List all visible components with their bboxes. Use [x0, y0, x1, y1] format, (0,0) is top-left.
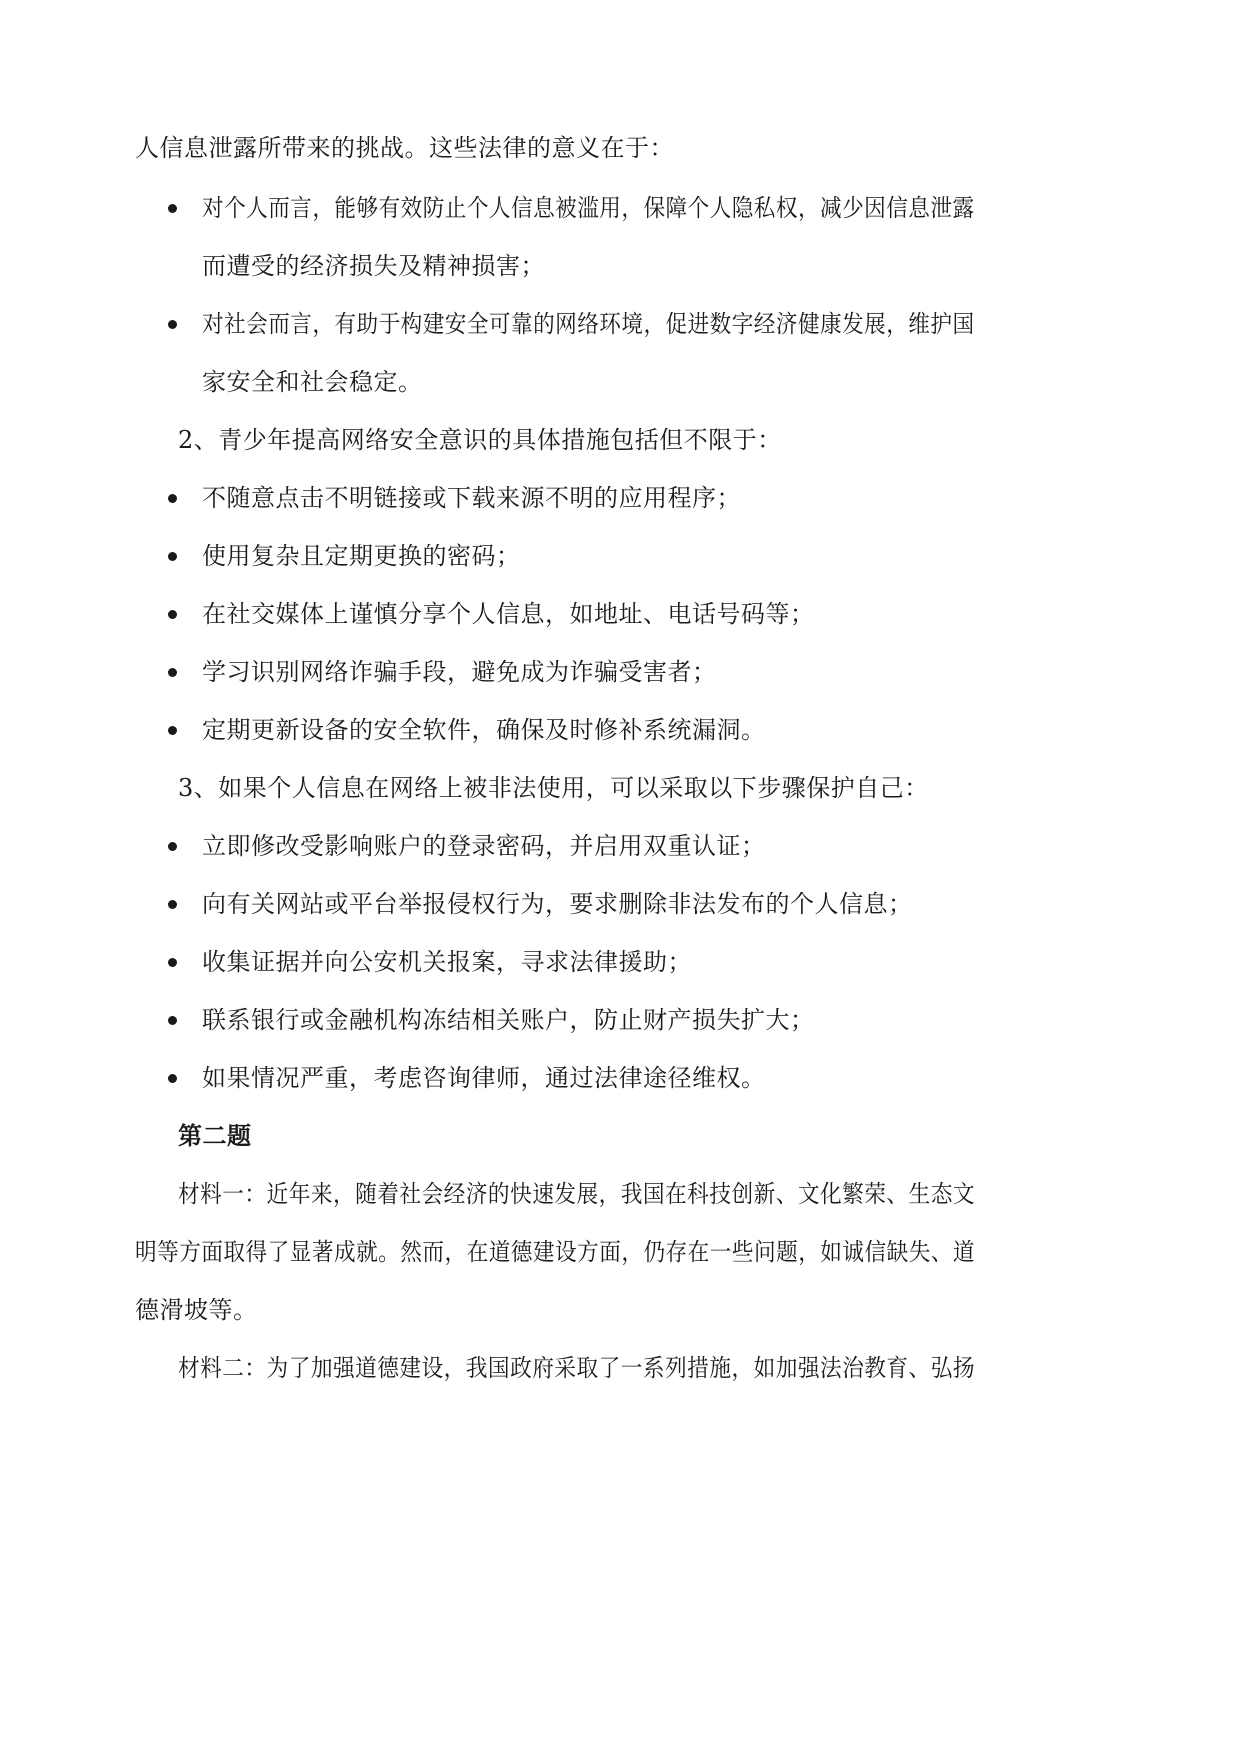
intro-tail-text: 人信息泄露所带来的挑战。这些法律的意义在于： [135, 134, 674, 162]
section3-item-3: 收集证据并向公安机关报案，寻求法律援助； [202, 948, 692, 976]
section2-item-5: 定期更新设备的安全软件，确保及时修补系统漏洞。 [202, 716, 766, 744]
section2-heading: 2、青少年提高网络安全意识的具体措施包括但不限于： [178, 426, 782, 454]
section2-item-2: 使用复杂且定期更换的密码； [202, 542, 521, 570]
material1-line3: 德滑坡等。 [135, 1296, 258, 1324]
meaning-item-1-line1: 对个人而言，能够有效防止个人信息被滥用，保障个人隐私权，减少因信息泄露 [202, 194, 975, 222]
section2-item-4: 学习识别网络诈骗手段，避免成为诈骗受害者； [202, 658, 717, 686]
question2-title: 第二题 [178, 1121, 252, 1150]
bullet-dot [168, 320, 177, 329]
meaning-item-2-line2: 家安全和社会稳定。 [202, 368, 423, 396]
bullet-dot [168, 1016, 177, 1025]
bullet-dot [168, 958, 177, 967]
section3-heading: 3、如果个人信息在网络上被非法使用，可以采取以下步骤保护自己： [178, 774, 929, 802]
bullet-dot [168, 668, 177, 677]
material1-line2: 明等方面取得了显著成就。然而，在道德建设方面，仍存在一些问题，如诚信缺失、道 [135, 1238, 976, 1266]
section3-item-2: 向有关网站或平台举报侵权行为，要求删除非法发布的个人信息； [202, 890, 913, 918]
bullet-dot [168, 842, 177, 851]
bullet-dot [168, 494, 177, 503]
section2-item-1: 不随意点击不明链接或下载来源不明的应用程序； [202, 484, 741, 512]
section3-item-5: 如果情况严重，考虑咨询律师，通过法律途径维权。 [202, 1064, 766, 1092]
material2-line1: 材料二：为了加强道德建设，我国政府采取了一系列措施，如加强法治教育、弘扬 [178, 1354, 975, 1382]
meaning-item-2-line1: 对社会而言，有助于构建安全可靠的网络环境，促进数字经济健康发展，维护国 [202, 310, 975, 338]
meaning-item-1-line2: 而遭受的经济损失及精神损害； [202, 252, 545, 280]
bullet-dot [168, 552, 177, 561]
bullet-dot [168, 610, 177, 619]
section3-item-1: 立即修改受影响账户的登录密码，并启用双重认证； [202, 832, 766, 860]
section3-item-4: 联系银行或金融机构冻结相关账户，防止财产损失扩大； [202, 1006, 815, 1034]
section2-item-3: 在社交媒体上谨慎分享个人信息，如地址、电话号码等； [202, 600, 815, 628]
bullet-dot [168, 204, 177, 213]
material1-line1: 材料一：近年来，随着社会经济的快速发展，我国在科技创新、文化繁荣、生态文 [178, 1180, 975, 1208]
bullet-dot [168, 1074, 177, 1083]
bullet-dot [168, 726, 177, 735]
bullet-dot [168, 900, 177, 909]
